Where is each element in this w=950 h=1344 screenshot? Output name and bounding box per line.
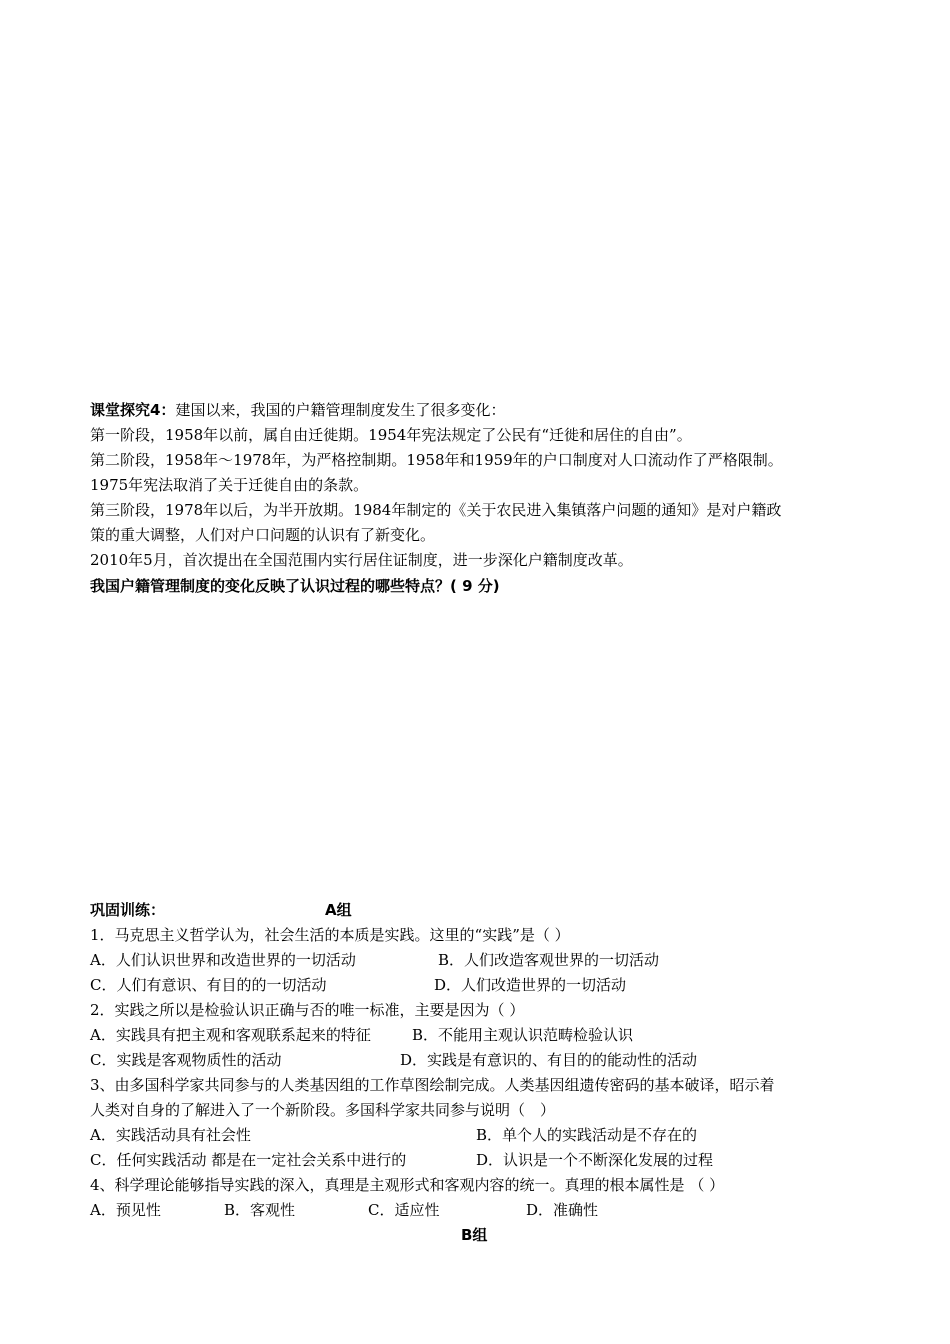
q3-option-a: A．实践活动具有社会性 bbox=[90, 1126, 251, 1144]
q2-stem: 2．实践之所以是检验认识正确与否的唯一标准，主要是因为（ ） bbox=[90, 1001, 525, 1019]
q1-stem: 1．马克思主义哲学认为，社会生活的本质是实践。这里的“实践”是（ ） bbox=[90, 926, 570, 944]
q1-option-c: C．人们有意识、有目的的一切活动 bbox=[90, 976, 327, 994]
q3-stem-line2: 人类对自身的了解进入了一个新阶段。多国科学家共同参与说明（ ） bbox=[90, 1101, 556, 1119]
q2-option-a: A．实践具有把主观和客观联系起来的特征 bbox=[90, 1026, 371, 1044]
inquiry-stage4: 2010年5月，首次提出在全国范围内实行居住证制度，进一步深化户籍制度改革。 bbox=[90, 551, 633, 569]
inquiry-intro-line bbox=[90, 400, 505, 420]
q3-option-b: B．单个人的实践活动是不存在的 bbox=[476, 1126, 698, 1144]
q4-option-c: C．适应性 bbox=[368, 1201, 440, 1219]
inquiry-stage3-line2: 策的重大调整，人们对户口问题的认识有了新变化。 bbox=[90, 526, 436, 544]
inquiry-stage3-line1: 第三阶段，1978年以后，为半开放期。1984年制定的《关于农民进入集镇落户问题的通知》是对户籍政 bbox=[90, 501, 782, 519]
inquiry-stage1: 第一阶段，1958年以前，属自由迁徙期。1954年宪法规定了公民有“迁徙和居住的自由”。 bbox=[90, 426, 692, 444]
q2-option-b: B．不能用主观认识范畴检验认识 bbox=[412, 1026, 634, 1044]
q3-option-c: C．任何实践活动 都是在一定社会关系中进行的 bbox=[90, 1151, 407, 1169]
inquiry-stage2-line2: 1975年宪法取消了关于迁徙自由的条款。 bbox=[90, 476, 369, 494]
q1-option-d: D．人们改造世界的一切活动 bbox=[434, 976, 627, 994]
group-a-label: A组 bbox=[325, 901, 352, 919]
q4-option-b: B．客观性 bbox=[224, 1201, 296, 1219]
q3-stem-line1: 3、由多国科学家共同参与的人类基因组的工作草图绘制完成。人类基因组遗传密码的基本破译，昭示着 bbox=[90, 1076, 775, 1094]
q3-option-d: D．认识是一个不断深化发展的过程 bbox=[476, 1151, 714, 1169]
q2-option-d: D．实践是有意识的、有目的的能动性的活动 bbox=[400, 1051, 698, 1069]
inquiry-question: 我国户籍管理制度的变化反映了认识过程的哪些特点？( 9 分) bbox=[90, 577, 500, 595]
q1-option-a: A．人们认识世界和改造世界的一切活动 bbox=[90, 951, 356, 969]
inquiry-intro: 建国以来，我国的户籍管理制度发生了很多变化： bbox=[175, 401, 506, 419]
inquiry-stage2-line1: 第二阶段，1958年～1978年，为严格控制期。1958年和1959年的户口制度对人口流动作了严格限制。 bbox=[90, 451, 783, 469]
q4-option-d: D．准确性 bbox=[526, 1201, 599, 1219]
q4-option-a: A．预见性 bbox=[90, 1201, 161, 1219]
q4-stem: 4、科学理论能够指导实践的深入，真理是主观形式和客观内容的统一。真理的根本属性是 （ ） bbox=[90, 1176, 725, 1194]
inquiry-heading: 课堂探究4： bbox=[90, 401, 176, 419]
practice-heading: 巩固训练： bbox=[90, 901, 166, 919]
q1-option-b: B．人们改造客观世界的一切活动 bbox=[438, 951, 660, 969]
q2-option-c: C．实践是客观物质性的活动 bbox=[90, 1051, 282, 1069]
group-b-label: B组 bbox=[461, 1226, 488, 1244]
